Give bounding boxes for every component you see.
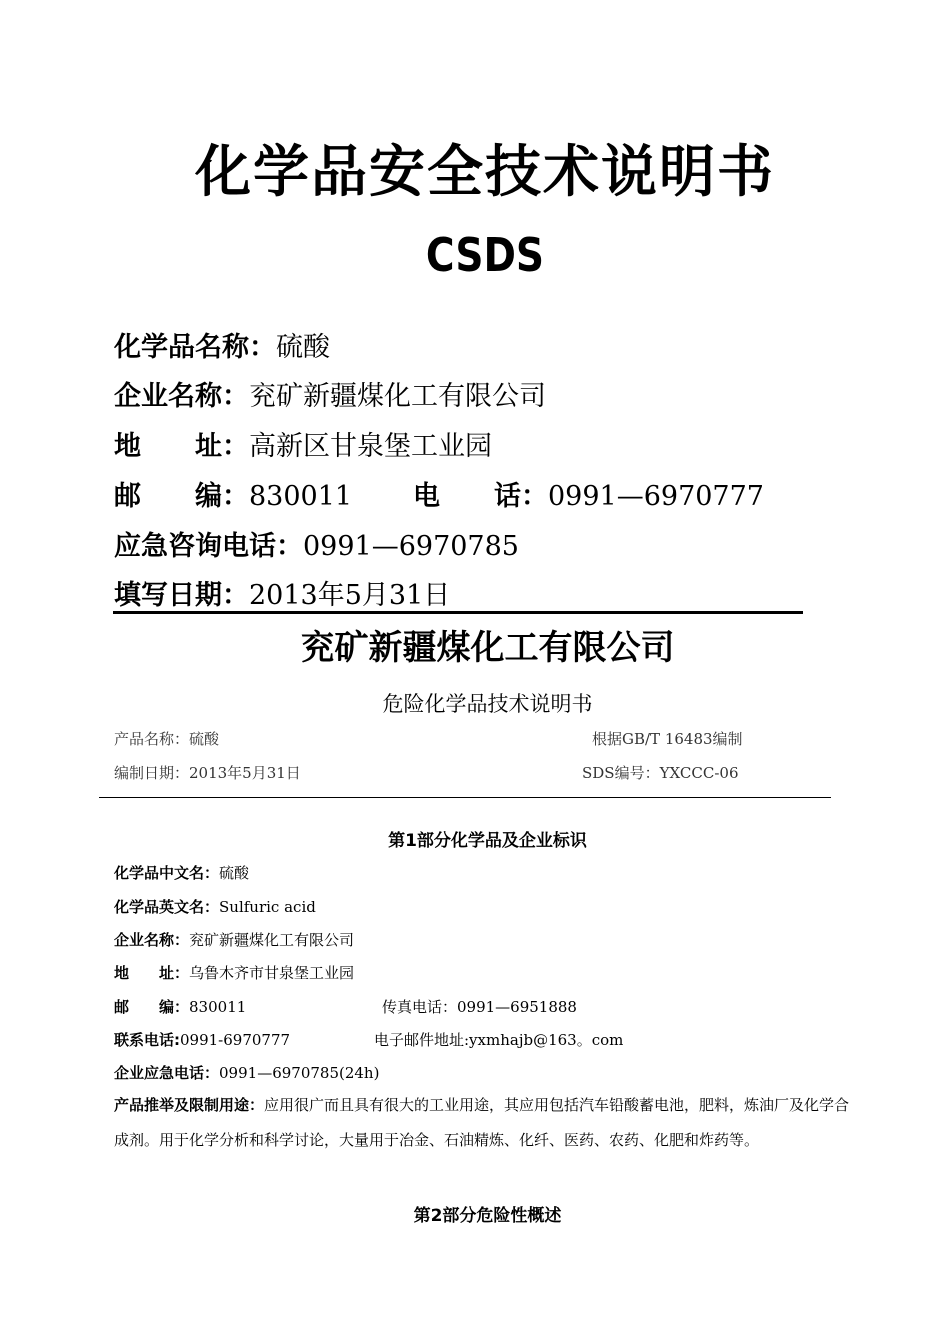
use-text: 应用很广而且具有很大的工业用途，其应用包括汽车铅酸蓄电池，肥料，炼油厂及化学合成剂。用于化学分析和科学讨论，大量用于冶金、石油精炼、化纤、医药、农药、化肥和炸药等。 [114, 1096, 850, 1149]
cover-emergency-value: 0991—6970785 [303, 531, 519, 562]
emergency-value: 0991—6970785(24h) [219, 1064, 380, 1082]
cn-name-value: 硫酸 [219, 864, 250, 882]
sds-number: SDS编号：YXCCC-06 [582, 764, 739, 782]
cover-company-value: 兖矿新疆煤化工有限公司 [249, 381, 546, 412]
standard-reference: 根据GB/T 16483编制 [592, 730, 743, 748]
cover-chem-name-label: 化学品名称： [114, 332, 276, 363]
postcode-row [114, 996, 246, 1017]
cn-name-label: 化学品中文名： [114, 864, 220, 882]
compile-date: 编制日期：2013年5月31日 [114, 764, 301, 782]
cover-date-row [114, 573, 450, 612]
address-label: 地 址： [114, 964, 190, 982]
address-value: 乌鲁木齐市甘泉堡工业园 [189, 964, 355, 982]
company-heading: 兖矿新疆煤化工有限公司 [300, 628, 675, 668]
postcode-label: 邮 编： [114, 998, 190, 1016]
postcode-value: 830011 [189, 998, 247, 1016]
cover-emergency-label: 应急咨询电话： [114, 531, 303, 562]
contact-value: 0991-6970777 [180, 1031, 291, 1049]
cover-chem-name-value: 硫酸 [276, 332, 330, 363]
section2-title: 第2部分危险性概述 [413, 1206, 562, 1226]
cover-company-label: 企业名称： [114, 381, 249, 412]
cover-phone-value: 0991—6970777 [548, 481, 764, 512]
cover-date-label: 填写日期： [114, 580, 249, 611]
cover-phone-label: 电 话： [413, 481, 548, 512]
address-row [114, 962, 354, 983]
cover-postcode-label: 邮 编： [114, 481, 249, 512]
cover-phone-row [413, 474, 764, 513]
company-row [114, 929, 354, 950]
en-name-value: Sulfuric acid [219, 898, 316, 916]
cover-date-value: 2013年5月31日 [249, 580, 451, 611]
header-divider [99, 797, 831, 798]
cover-company-row [114, 374, 546, 413]
company-value: 兖矿新疆煤化工有限公司 [189, 931, 355, 949]
cover-postcode-row [114, 474, 352, 513]
company-label: 企业名称： [114, 931, 190, 949]
emergency-label: 企业应急电话： [114, 1064, 220, 1082]
fax-number: 传真电话：0991—6951888 [382, 998, 577, 1016]
emergency-row [114, 1062, 379, 1083]
cover-emergency-row [114, 524, 519, 563]
email-address: 电子邮件地址:yxmhajb@163。com [374, 1031, 624, 1049]
en-name-label: 化学品英文名： [114, 898, 220, 916]
document-title: 危险化学品技术说明书 [382, 692, 593, 716]
cn-name-row [114, 862, 249, 883]
page-title: 化学品安全技术说明书 [195, 140, 775, 205]
product-name: 产品名称：硫酸 [114, 730, 220, 748]
section1-title: 第1部分化学品及企业标识 [388, 831, 587, 851]
contact-label: 联系电话: [114, 1031, 180, 1049]
cover-divider [113, 611, 803, 614]
cover-address-row [114, 424, 492, 463]
contact-row [114, 1029, 290, 1050]
cover-address-value: 高新区甘泉堡工业园 [249, 431, 492, 462]
use-paragraph [114, 1088, 864, 1158]
cover-address-label: 地 址： [114, 431, 249, 462]
en-name-row [114, 896, 316, 917]
cover-chem-name-row [114, 325, 330, 364]
cover-postcode-value: 830011 [249, 481, 353, 512]
use-label: 产品推举及限制用途： [114, 1096, 265, 1114]
page-subtitle: CSDS [425, 228, 545, 282]
